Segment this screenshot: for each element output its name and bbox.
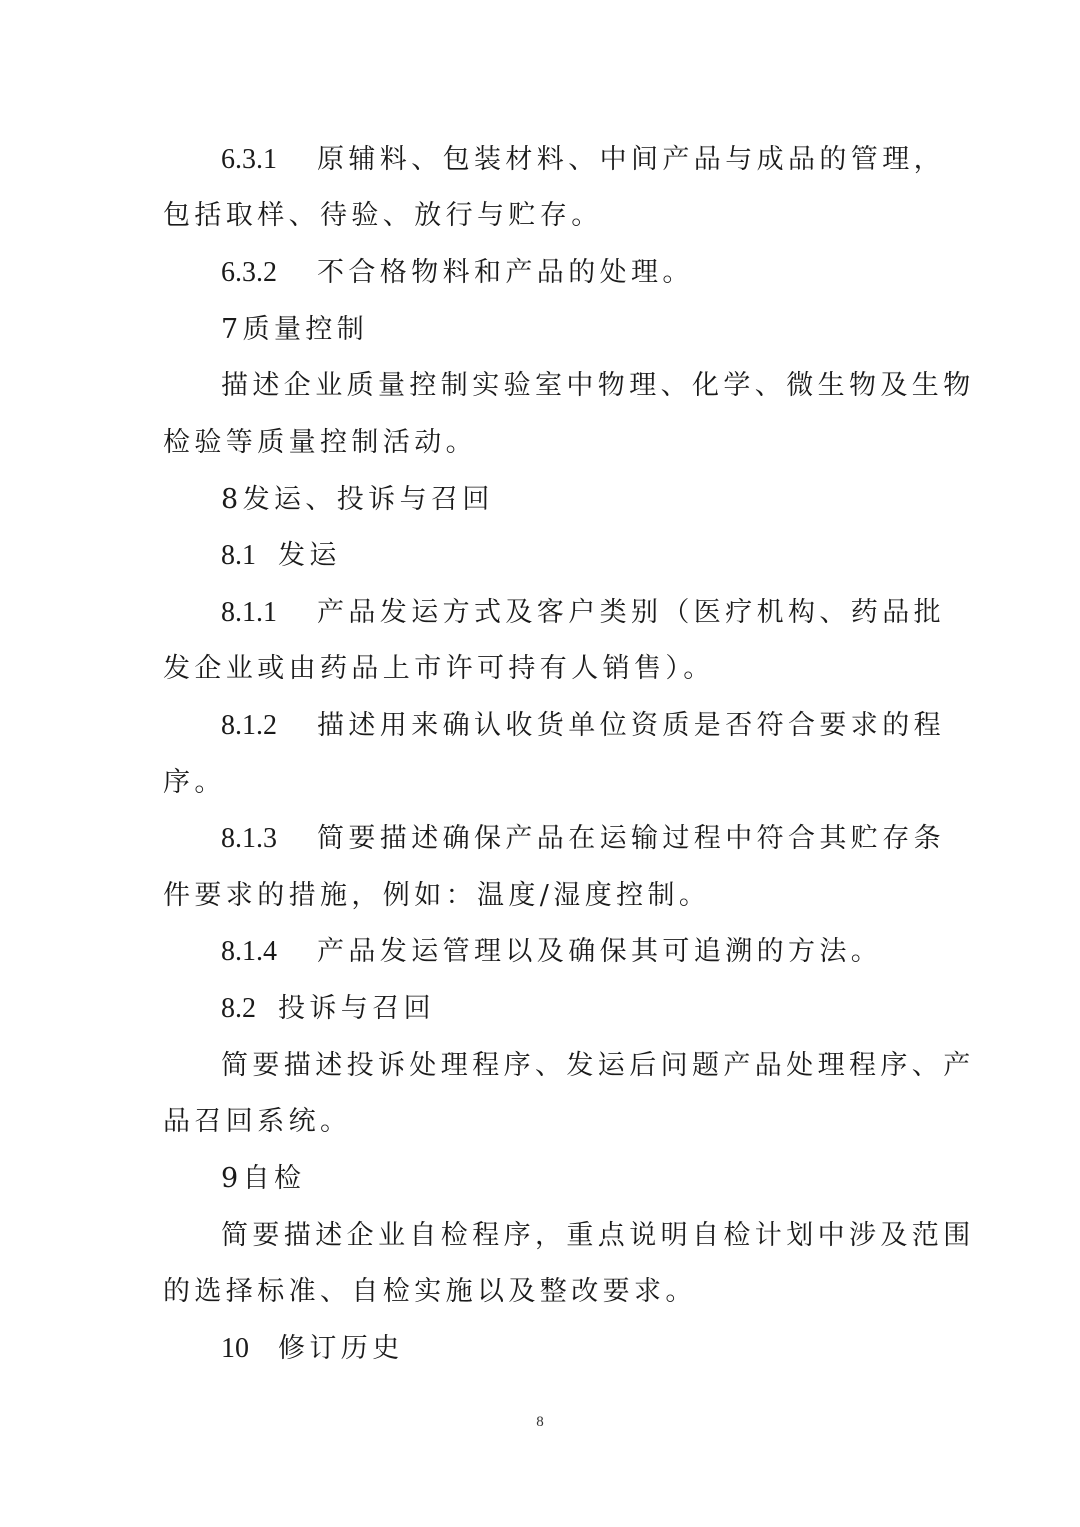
section-8-1-4: [221, 934, 882, 970]
section-number: 6.3.2: [221, 257, 277, 288]
section-number: 6.3.1: [221, 144, 277, 175]
section-text: 发运: [278, 540, 341, 571]
section-8-1-3-line-1: [221, 821, 945, 857]
paragraph-8-2-line-2: 品召回系统。: [163, 1106, 352, 1137]
section-text: 描述用来确认收货单位资质是否符合要求的程: [317, 710, 945, 741]
section-text: 简要描述确保产品在运输过程中符合其贮存条: [317, 823, 945, 854]
paragraph-9-line-2: 的选择标准、自检实施以及整改要求。: [163, 1276, 697, 1307]
paragraph-7-line-2: 检验等质量控制活动。: [163, 427, 477, 458]
section-text: 投诉与召回: [278, 993, 435, 1024]
section-8-1-1-line-2: 发企业或由药品上市许可持有人销售）。: [163, 653, 715, 684]
heading-9: 9自检: [221, 1163, 306, 1194]
section-number: 8.1.4: [221, 936, 277, 967]
section-number: 10: [221, 1333, 249, 1364]
paragraph-8-2-line-1: 简要描述投诉处理程序、发运后问题产品处理程序、产: [221, 1050, 975, 1081]
section-text: 修订历史: [278, 1333, 404, 1364]
section-text: 产品发运方式及客户类别（医疗机构、药品批: [317, 597, 945, 628]
section-number: 8.1.1: [221, 597, 277, 628]
section-8-1-1-line-1: [221, 595, 945, 631]
section-8-1: [221, 538, 341, 574]
section-text: 产品发运管理以及确保其可追溯的方法。: [317, 936, 883, 967]
paragraph-7-line-1: 描述企业质量控制实验室中物理、化学、微生物及生物: [221, 370, 975, 401]
section-8-1-3-line-2: 件要求的措施，例如：温度/湿度控制。: [163, 880, 711, 911]
section-6-3-1-line-1: [221, 142, 945, 178]
section-number: 8.1: [221, 540, 256, 571]
section-8-2: [221, 991, 435, 1027]
section-text: 原辅料、包装材料、中间产品与成品的管理，: [317, 144, 945, 175]
section-number: 8.2: [221, 993, 256, 1024]
heading-8: 8发运、投诉与召回: [221, 484, 494, 515]
section-number: 8.1.2: [221, 710, 277, 741]
section-8-1-2-line-1: [221, 708, 945, 744]
section-6-3-2: [221, 255, 694, 291]
section-10: [221, 1331, 404, 1367]
section-number: 8.1.3: [221, 823, 277, 854]
heading-7: 7质量控制: [221, 314, 369, 345]
section-6-3-1-line-2: 包括取样、待验、放行与贮存。: [163, 200, 603, 231]
section-8-1-2-line-2: 序。: [163, 767, 226, 798]
paragraph-9-line-1: 简要描述企业自检程序，重点说明自检计划中涉及范围: [221, 1220, 975, 1251]
section-text: 不合格物料和产品的处理。: [317, 257, 694, 288]
page-number: 8: [536, 1414, 544, 1430]
